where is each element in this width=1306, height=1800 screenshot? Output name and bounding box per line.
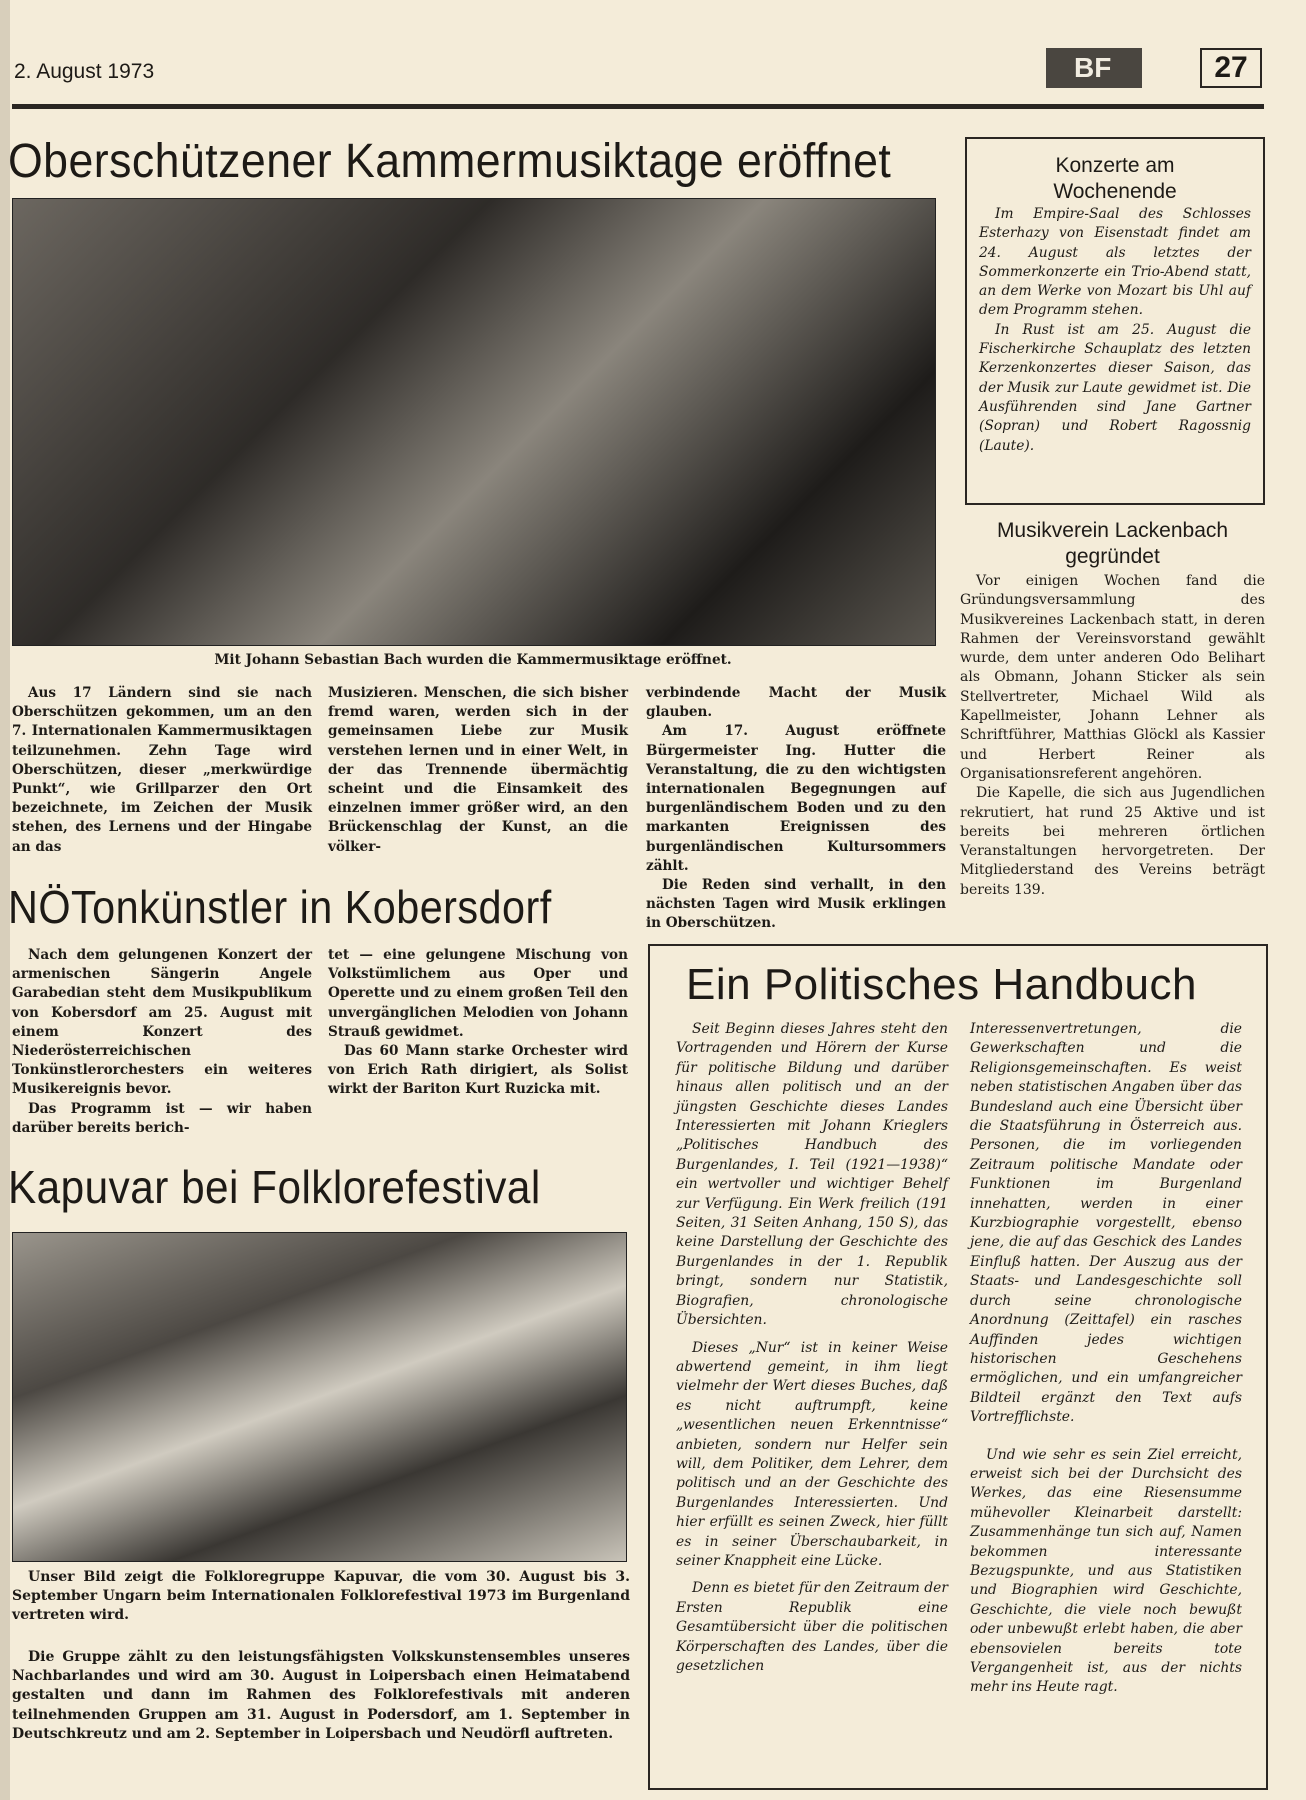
headline-handbuch: Ein Politisches Handbuch [686, 960, 1197, 1009]
paragraph: Die Gruppe zählt zu den leistungsfähigsten Volkskunstensembles unseres Nachbarlandes und wird am 30. August in Loipersbach einen Heimatabend gestalten und dann im Rahmen des Folklorefestivals mit anderen teilnehmenden Gruppen am 31. August in Podersdorf, am 1. September in Deutschkreutz und am 2. September in Loipersbach und Neudörfl auftreten. [12, 1649, 630, 1742]
paragraph: Das Programm ist — wir haben darüber bereits berich- [12, 1100, 312, 1136]
article1-column-1 [12, 684, 312, 857]
section-label: BF [1046, 48, 1142, 88]
article2-column-1 [12, 946, 312, 1138]
sidebar-konzerte-box [965, 137, 1265, 505]
sidebar-title-line2: Wochenende [1053, 180, 1177, 203]
handbuch-column-2 [970, 1020, 1242, 1698]
page-number: 27 [1200, 48, 1262, 88]
paragraph: Denn es bietet für den Zeitraum der Ersten Republik eine Gesamtübersicht über die politischen Körperschaften des Landes, über die gesetzlichen [676, 1580, 948, 1674]
paragraph: Das 60 Mann starke Orchester wird von Erich Rath dirigiert, als Solist wirkt der Bariton Kurt Ruzicka mit. [328, 1043, 628, 1098]
paragraph: In Rust ist am 25. August die Fischerkirche Schauplatz des letzten Kerzenkonzertes dieser Saison, das der Musik zur Laute gewidmet ist. Die Ausführenden sind Jane Gartner (Sopran) und Robert Ragossnig (Laute). [979, 321, 1251, 454]
paragraph: Unser Bild zeigt die Folkloregruppe Kapuvar, die vom 30. August bis 3. September Ungarn beim Internationalen Folklorefestival 1973 im Burgenland vertreten wird. [12, 1569, 630, 1624]
paragraph: Und wie sehr es sein Ziel erreicht, erweist sich bei der Durchsicht des Werkes, das eine Riesensumme mühevoller Kleinarbeit darstellt: Zusammenhänge tun sich auf, Namen bekommen interessante Bezugspunkte, und aus Statistiken und Biographien wird Geschichte, Geschichte, die viele noch bewußt oder unbewußt erlebt haben, die aber ebensovielen bereits tote Vergangenheit ist, aus der nichts mehr ins Heute ragt. [970, 1446, 1242, 1696]
photo-folk-dancers [12, 1232, 627, 1562]
article3-body [12, 1648, 630, 1744]
issue-date: 2. August 1973 [14, 60, 155, 83]
article2-column-2 [328, 946, 628, 1100]
header-rule [12, 104, 1264, 109]
paragraph: Vor einigen Wochen fand die Gründungsversammlung des Musikvereines Lackenbach statt, in deren Rahmen der Vereinsvorstand gewählt wurde, dem unter anderen Odo Belihart als Obmann, Johann Sticker als sein Stellvertreter, Michael Wild als Kapellmeister, Johann Lehner als Schriftführer, Matthias Glöckl als Kassier und Herbert Reiner als Organisationsreferent angehören. [960, 573, 1265, 782]
article-body [960, 572, 1265, 900]
paragraph: verbindende Macht der Musik glauben. [646, 685, 946, 721]
photo-caption [12, 1568, 630, 1626]
paragraph: Die Kapelle, die sich aus Jugendlichen rekrutiert, hat rund 25 Aktive und ist bereits bei mehreren örtlichen Veranstaltungen hervorgetreten. Der Mitgliederstand des Vereins beträgt bereits 139. [960, 785, 1265, 898]
paragraph: Aus 17 Ländern sind sie nach Oberschützen gekommen, um an den 7. Internationalen Kammermusiktagen teilzunehmen. Zehn Tage wird Oberschützen, dieser „merkwürdige Punkt“, wie Grillparzer den Ort bezeichnete, im Zeichen der Musik stehen, des Lernens und der Hingabe an das [12, 685, 312, 855]
headline-tonkuenstler: NÖTonkünstler in Kobersdorf [8, 881, 552, 933]
sidebar-body [967, 205, 1263, 456]
paragraph: Nach dem gelungenen Konzert der armenischen Sängerin Angele Garabedian steht dem Musikpublikum von Kobersdorf am 25. August mit einem Konzert des Niederösterreichischen Tonkünstlerorchesters ein weiteres Musikereignis bevor. [12, 947, 312, 1098]
paragraph: Interessenvertretungen, die Gewerkschaften und die Religionsgemeinschaften. Es weist neben statistischen Angaben über das Bundesland auch eine Übersicht über die Staatsführung in Österreich aus. Personen, die im vorliegenden Zeitraum politische Mandate oder Funktionen im Burgenland innehatten, werden in einer Kurzbiographie vorgestellt, ebenso jene, die auf das Geschick des Landes Einfluß hatten. Der Auszug aus der Staats- und Landesgeschichte soll durch seine chronologische Anordnung (Zeittafel) ein rasches Auffinden jedes wichtigen historischen Geschehens ermöglichen, und ein umfangreicher Bildteil ergänzt den Text aufs Vortrefflichste. [970, 1021, 1242, 1426]
article1-column-3 [646, 684, 946, 934]
paragraph: Dieses „Nur“ ist in keiner Weise abwertend gemeint, in ihm liegt vielmehr der Wert dieses Buches, daß es nicht auftrumpft, keine „wesentlichen neuen Erkenntnisse“ anbieten, sondern nur Helfer sein will, dem Politiker, dem Lehrer, dem politisch und an der Geschichte des Burgenlandes Interessierten. Und hier erfüllt es seinen Zweck, hier füllt es in seiner Überschaubarkeit, in seiner Knappheit eine Lücke. [676, 1339, 948, 1569]
paragraph: tet — eine gelungene Mischung von Volkstümlichem aus Oper und Operette und zu einem großen Teil den unvergänglichen Melodien von Johann Strauß gewidmet. [328, 947, 628, 1040]
photo-chamber-musicians [12, 198, 936, 646]
paragraph: Seit Beginn dieses Jahres steht den Vortragenden und Hörern der Kurse für politische Bildung und darüber hinaus allen politisch und an der jüngsten Geschichte dieses Landes Interessierten mit Johann Krieglers „Politisches Handbuch des Burgenlandes, I. Teil (1921—1938)“ ein wertvoller und wichtiger Behelf zur Verfügung. Ein Werk freilich (191 Seiten, 31 Seiten Anhang, 150 S), das keine Darstellung der Geschichte des Burgenlandes in der 1. Republik bringt, sondern nur Statistik, Biografien, chronologische Übersichten. [676, 1021, 948, 1329]
article-musikverein [960, 518, 1265, 900]
handbuch-box [648, 944, 1268, 1790]
sidebar-title-line1: Konzerte am [1055, 154, 1175, 177]
paragraph: Musizieren. Menschen, die sich bisher fremd waren, werden sich in der gemeinsamen Liebe zur Musik verstehen lernen und in einer Welt, in der das Trennende übermächtig scheint und die Einsamkeit des einzelnen immer größer wird, an den Brückenschlag der Kunst, an die völker- [328, 685, 628, 855]
headline-line2: gegründet [1065, 545, 1160, 568]
photo-caption: Mit Johann Sebastian Bach wurden die Kammermusiktage eröffnet. [214, 652, 732, 668]
headline-kammermusiktage: Oberschützener Kammermusiktage eröffnet [8, 135, 892, 188]
paragraph: Im Empire-Saal des Schlosses Esterhazy von Eisenstadt findet am 24. August als letztes der Sommerkonzerte ein Trio-Abend statt, an dem Werke von Mozart bis Uhl auf dem Programm stehen. [979, 206, 1251, 319]
headline-line1: Musikverein Lackenbach [996, 519, 1229, 542]
article1-column-2 [328, 684, 628, 857]
paragraph: Die Reden sind verhallt, in den nächsten Tagen wird Musik erklingen in Oberschützen. [646, 877, 946, 932]
paragraph: Am 17. August eröffnete Bürgermeister Ing. Hutter die Veranstaltung, die zu den wichtigsten internationalen Begegnungen auf burgenländischem Boden und zu den markanten Ereignissen des burgenländischen Kultursommers zählt. [646, 723, 946, 874]
handbuch-column-1 [676, 1020, 948, 1676]
headline-kapuvar: Kapuvar bei Folklorefestival [8, 1161, 541, 1213]
